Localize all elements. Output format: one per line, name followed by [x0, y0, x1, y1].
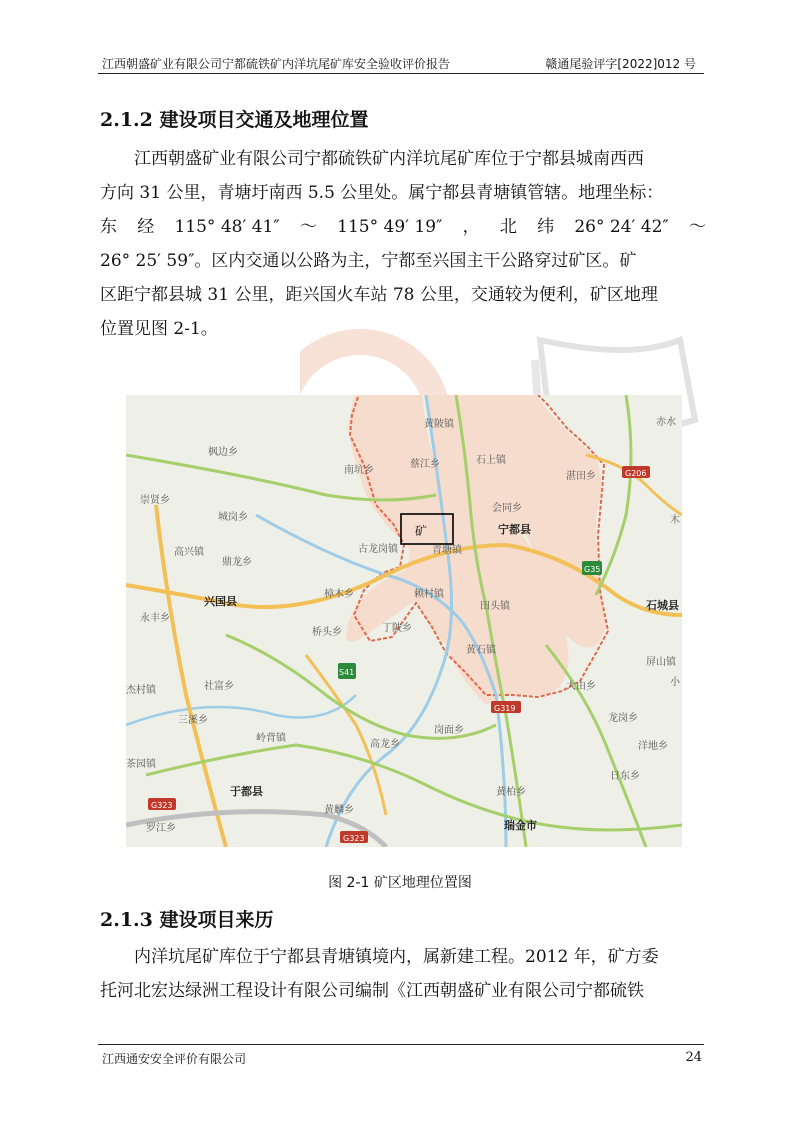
place-label: 杰村镇 [126, 685, 156, 696]
footer-rule [98, 1044, 704, 1045]
place-label: 黄陂镇 [424, 419, 454, 430]
place-label: 瑞金市 [504, 819, 537, 832]
place-label: 南坑乡 [344, 465, 374, 476]
place-label: 高兴镇 [174, 547, 204, 558]
paragraph-line: 区距宁都县城 31 公里，距兴国火车站 78 公里，交通较为便利，矿区地理 [100, 285, 658, 305]
page-header [98, 52, 704, 76]
place-label: 岭背镇 [256, 733, 286, 744]
place-label: 于都县 [230, 785, 263, 798]
paragraph-line: 26° 25′ 59″。区内交通以公路为主，宁都至兴国主干公路穿过矿区。矿 [100, 251, 637, 271]
coord-token: 北 [499, 217, 517, 237]
mine-label: 矿 [415, 524, 428, 538]
figure-caption: 图 2-1 矿区地理位置图 [328, 875, 472, 891]
place-label: 高龙乡 [370, 739, 400, 750]
place-label: 枫边乡 [208, 447, 238, 458]
place-label: 青塘镇 [432, 545, 462, 556]
place-label: 蔡江乡 [410, 459, 440, 470]
river [126, 695, 356, 725]
header-doc-number: 赣通尾验评字[2022]012 号 [545, 57, 696, 71]
place-label: 永丰乡 [140, 613, 170, 624]
footer-company: 江西通安安全评价有限公司 [102, 1052, 247, 1066]
section-heading-2-1-2: 2.1.2 建设项目交通及地理位置 [100, 109, 369, 131]
road-shield [491, 701, 521, 713]
road [146, 745, 682, 830]
coord-token: 东 [100, 217, 117, 237]
location-map [126, 395, 682, 847]
place-label: 田头镇 [480, 601, 510, 612]
road-shield [582, 561, 602, 575]
place-label: 木 [670, 515, 680, 526]
place-label: 日东乡 [610, 771, 640, 782]
paragraph-line: 江西朝盛矿业有限公司宁都硫铁矿内洋坑尾矿库位于宁都县城南西西 [134, 149, 644, 169]
road-shield [338, 663, 356, 679]
coord-token: ～ [689, 217, 706, 237]
place-label: 黄柏乡 [496, 787, 526, 798]
coord-token: 115° 49′ 19″ [337, 217, 443, 237]
paragraph-line: 位置见图 2-1。 [100, 319, 218, 339]
paragraph-line: 方向 31 公里，青塘圩南西 5.5 公里处。属宁都县青塘镇管辖。地理坐标： [100, 183, 664, 203]
map-canvas [126, 395, 682, 847]
page-footer [98, 1044, 704, 1074]
paragraph-line: 托河北宏达绿洲工程设计有限公司编制《江西朝盛矿业有限公司宁都硫铁 [100, 981, 644, 1001]
place-label: 黄麟乡 [324, 805, 354, 816]
coord-token: ， [462, 217, 480, 237]
place-label: 小 [670, 677, 680, 688]
place-label: 宁都县 [498, 523, 531, 536]
svg-text:G206: G206 [625, 469, 647, 478]
place-label: 三溪乡 [178, 715, 208, 726]
section-2-1-3-paragraph [100, 940, 706, 1008]
place-label: 古龙岗镇 [358, 544, 398, 555]
place-label: 湛田乡 [566, 471, 596, 482]
road-shield [148, 798, 176, 810]
coord-token: 经 [137, 217, 155, 237]
place-label: 樟木乡 [324, 589, 354, 600]
svg-text:G323: G323 [151, 801, 173, 810]
place-label: 洋地乡 [638, 741, 668, 752]
place-label: 茶园镇 [126, 759, 156, 770]
place-label: 龙岗乡 [608, 713, 638, 724]
place-label: 罗江乡 [146, 823, 176, 834]
place-label: 社富乡 [204, 681, 234, 692]
coord-token: ～ [299, 217, 317, 237]
place-label: 屏山镇 [646, 657, 676, 668]
place-label: 会同乡 [492, 503, 522, 514]
header-rule [98, 73, 704, 74]
coord-token: 115° 48′ 41″ [174, 217, 280, 237]
place-label: 石上镇 [476, 455, 506, 466]
svg-text:G35: G35 [584, 565, 601, 574]
place-label: 岗面乡 [434, 725, 464, 736]
place-label: 丁陂乡 [382, 623, 412, 634]
svg-text:S41: S41 [339, 668, 355, 677]
svg-text:G323: G323 [343, 834, 365, 843]
place-label: 石城县 [646, 599, 679, 612]
place-label: 大由乡 [566, 681, 596, 692]
section-heading-2-1-3: 2.1.3 建设项目来历 [100, 909, 274, 931]
place-label: 桥头乡 [312, 627, 342, 638]
place-label: 兴国县 [204, 595, 237, 608]
paragraph-line: 内洋坑尾矿库位于宁都县青塘镇境内，属新建工程。2012 年，矿方委 [134, 947, 659, 967]
place-label: 鼎龙乡 [222, 557, 252, 568]
header-report-title: 江西朝盛矿业有限公司宁都硫铁矿内洋坑尾矿库安全验收评价报告 [102, 57, 451, 71]
coord-token: 纬 [537, 217, 555, 237]
place-label: 黄石镇 [466, 645, 496, 656]
page-number: 24 [685, 1050, 702, 1065]
section-2-1-2-paragraph [100, 142, 706, 346]
road-shield [340, 831, 368, 843]
place-label: 崇贤乡 [140, 495, 170, 506]
coordinate-line [100, 210, 706, 244]
road-shield [622, 466, 650, 478]
svg-text:G319: G319 [494, 704, 516, 713]
place-label: 赤水 [656, 417, 676, 428]
place-label: 赖村镇 [414, 589, 444, 600]
coord-token: 26° 24′ 42″ [574, 217, 669, 237]
place-label: 城岗乡 [218, 512, 248, 523]
